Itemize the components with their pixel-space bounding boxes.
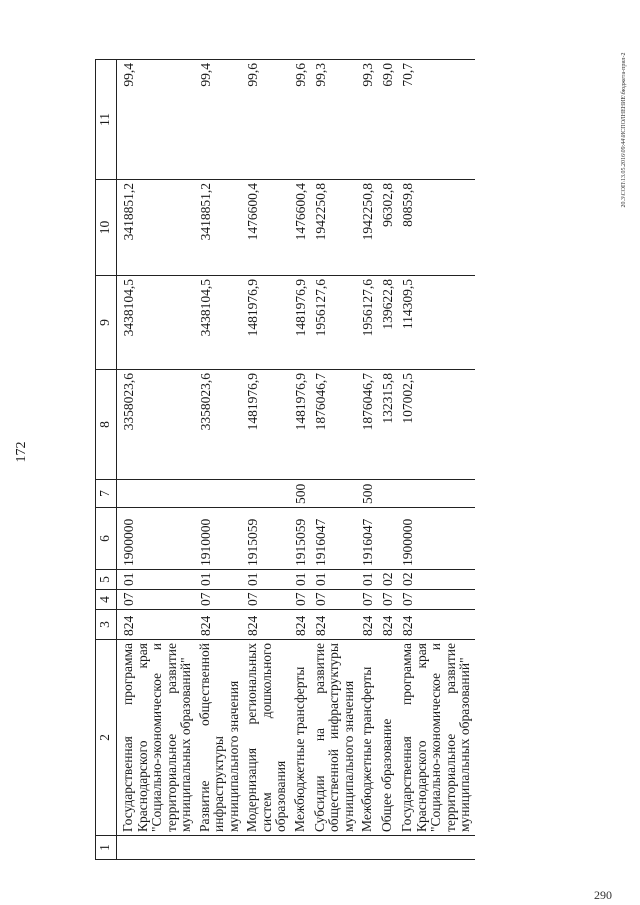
amount-cell: 1942250,8 — [311, 180, 359, 276]
code-cell: 1900000 — [398, 508, 475, 570]
code-cell: 01 — [196, 570, 244, 590]
code-cell: 824 — [398, 610, 475, 640]
table-row — [291, 60, 311, 860]
amount-cell: 99,6 — [243, 60, 291, 180]
amount-cell: 1481976,9 — [291, 276, 311, 370]
code-cell: 02 — [398, 570, 475, 590]
code-cell — [117, 480, 196, 508]
code-cell: 07 — [243, 590, 291, 610]
amount-cell: 1476600,4 — [291, 180, 311, 276]
item-name-cell: Государственная программа Краснодарского края "Социально-экономическое и территориальное развитие муниципальных образований" — [117, 640, 196, 836]
code-cell: 01 — [358, 570, 378, 590]
amount-cell: 1942250,8 — [358, 180, 378, 276]
amount-cell: 1876046,7 — [358, 370, 378, 480]
amount-cell: 3438104,5 — [196, 276, 244, 370]
code-cell: 1916047 — [311, 508, 359, 570]
budget-table-sheet — [95, 60, 615, 860]
item-name-cell: Межбюджетные трансферты — [358, 640, 378, 836]
row-number-cell — [378, 836, 398, 860]
amount-cell: 99,4 — [117, 60, 196, 180]
code-cell — [243, 480, 291, 508]
amount-cell: 114309,5 — [398, 276, 475, 370]
table-row — [196, 60, 244, 860]
code-cell: 824 — [291, 610, 311, 640]
row-number-cell — [398, 836, 475, 860]
amount-cell: 96302,8 — [378, 180, 398, 276]
amount-cell: 3438104,5 — [117, 276, 196, 370]
item-name-cell: Общее образование — [378, 640, 398, 836]
amount-cell: 132315,8 — [378, 370, 398, 480]
column-header: 10 — [96, 180, 117, 276]
code-cell — [378, 508, 398, 570]
column-header: 2 — [96, 640, 117, 836]
table-row — [378, 60, 398, 860]
amount-cell: 107002,5 — [398, 370, 475, 480]
column-header: 7 — [96, 480, 117, 508]
column-header: 6 — [96, 508, 117, 570]
code-cell: 01 — [291, 570, 311, 590]
column-header: 9 — [96, 276, 117, 370]
amount-cell: 99,4 — [196, 60, 244, 180]
row-number-cell — [291, 836, 311, 860]
corner-page-number: 290 — [594, 888, 612, 902]
column-header: 4 — [96, 590, 117, 610]
code-cell: 01 — [311, 570, 359, 590]
table-body — [117, 60, 475, 860]
amount-cell: 70,7 — [398, 60, 475, 180]
code-cell: 1910000 — [196, 508, 244, 570]
code-cell: 1915059 — [291, 508, 311, 570]
code-cell: 01 — [117, 570, 196, 590]
row-number-cell — [243, 836, 291, 860]
table-row — [243, 60, 291, 860]
amount-cell: 1956127,6 — [358, 276, 378, 370]
code-cell — [311, 480, 359, 508]
page-number: 172 — [14, 441, 29, 463]
amount-cell: 139622,8 — [378, 276, 398, 370]
column-header: 11 — [96, 60, 117, 180]
column-header: 3 — [96, 610, 117, 640]
table-row — [311, 60, 359, 860]
amount-cell: 69,0 — [378, 60, 398, 180]
item-name-cell: Субсидии на развитие общественной инфраструктуры муниципального значения — [311, 640, 359, 836]
amount-cell: 3418851,2 — [117, 180, 196, 276]
code-cell: 1916047 — [358, 508, 378, 570]
code-cell: 500 — [358, 480, 378, 508]
item-name-cell: Межбюджетные трансферты — [291, 640, 311, 836]
column-header: 1 — [96, 836, 117, 860]
code-cell: 07 — [117, 590, 196, 610]
code-cell: 824 — [311, 610, 359, 640]
code-cell: 824 — [378, 610, 398, 640]
code-cell: 824 — [243, 610, 291, 640]
amount-cell: 3358023,6 — [117, 370, 196, 480]
code-cell: 824 — [117, 610, 196, 640]
code-cell: 01 — [243, 570, 291, 590]
budget-execution-table — [95, 59, 475, 860]
code-cell: 07 — [398, 590, 475, 610]
table-row — [358, 60, 378, 860]
amount-cell: 99,3 — [311, 60, 359, 180]
table-row — [117, 60, 196, 860]
code-cell: 824 — [358, 610, 378, 640]
row-number-cell — [358, 836, 378, 860]
item-name-cell: Государственная программа Краснодарского края "Социально-экономическое и территориальное развитие муниципальных образований" — [398, 640, 475, 836]
code-cell: 500 — [291, 480, 311, 508]
document-path-note: 20.3\СОП\13.05.2016\09:44\ИСПОЛНЕНИЕ\бюджета-прил-2 — [621, 52, 627, 208]
amount-cell: 1481976,9 — [243, 370, 291, 480]
code-cell: 07 — [196, 590, 244, 610]
code-cell: 07 — [291, 590, 311, 610]
code-cell — [378, 480, 398, 508]
row-number-cell — [117, 836, 196, 860]
amount-cell: 3358023,6 — [196, 370, 244, 480]
code-cell: 02 — [378, 570, 398, 590]
amount-cell: 1956127,6 — [311, 276, 359, 370]
code-cell — [398, 480, 475, 508]
code-cell: 824 — [196, 610, 244, 640]
table-row — [398, 60, 475, 860]
row-number-cell — [311, 836, 359, 860]
header-row — [96, 60, 117, 860]
item-name-cell: Модернизация региональных систем дошкольного образования — [243, 640, 291, 836]
code-cell: 1900000 — [117, 508, 196, 570]
amount-cell: 3418851,2 — [196, 180, 244, 276]
column-header: 8 — [96, 370, 117, 480]
code-cell: 07 — [311, 590, 359, 610]
amount-cell: 1481976,9 — [243, 276, 291, 370]
code-cell — [196, 480, 244, 508]
column-header: 5 — [96, 570, 117, 590]
amount-cell: 1876046,7 — [311, 370, 359, 480]
amount-cell: 99,3 — [358, 60, 378, 180]
code-cell: 07 — [358, 590, 378, 610]
amount-cell: 99,6 — [291, 60, 311, 180]
row-number-cell — [196, 836, 244, 860]
amount-cell: 1481976,9 — [291, 370, 311, 480]
code-cell: 07 — [378, 590, 398, 610]
amount-cell: 1476600,4 — [243, 180, 291, 276]
amount-cell: 80859,8 — [398, 180, 475, 276]
item-name-cell: Развитие общественной инфраструктуры муниципального значения — [196, 640, 244, 836]
code-cell: 1915059 — [243, 508, 291, 570]
